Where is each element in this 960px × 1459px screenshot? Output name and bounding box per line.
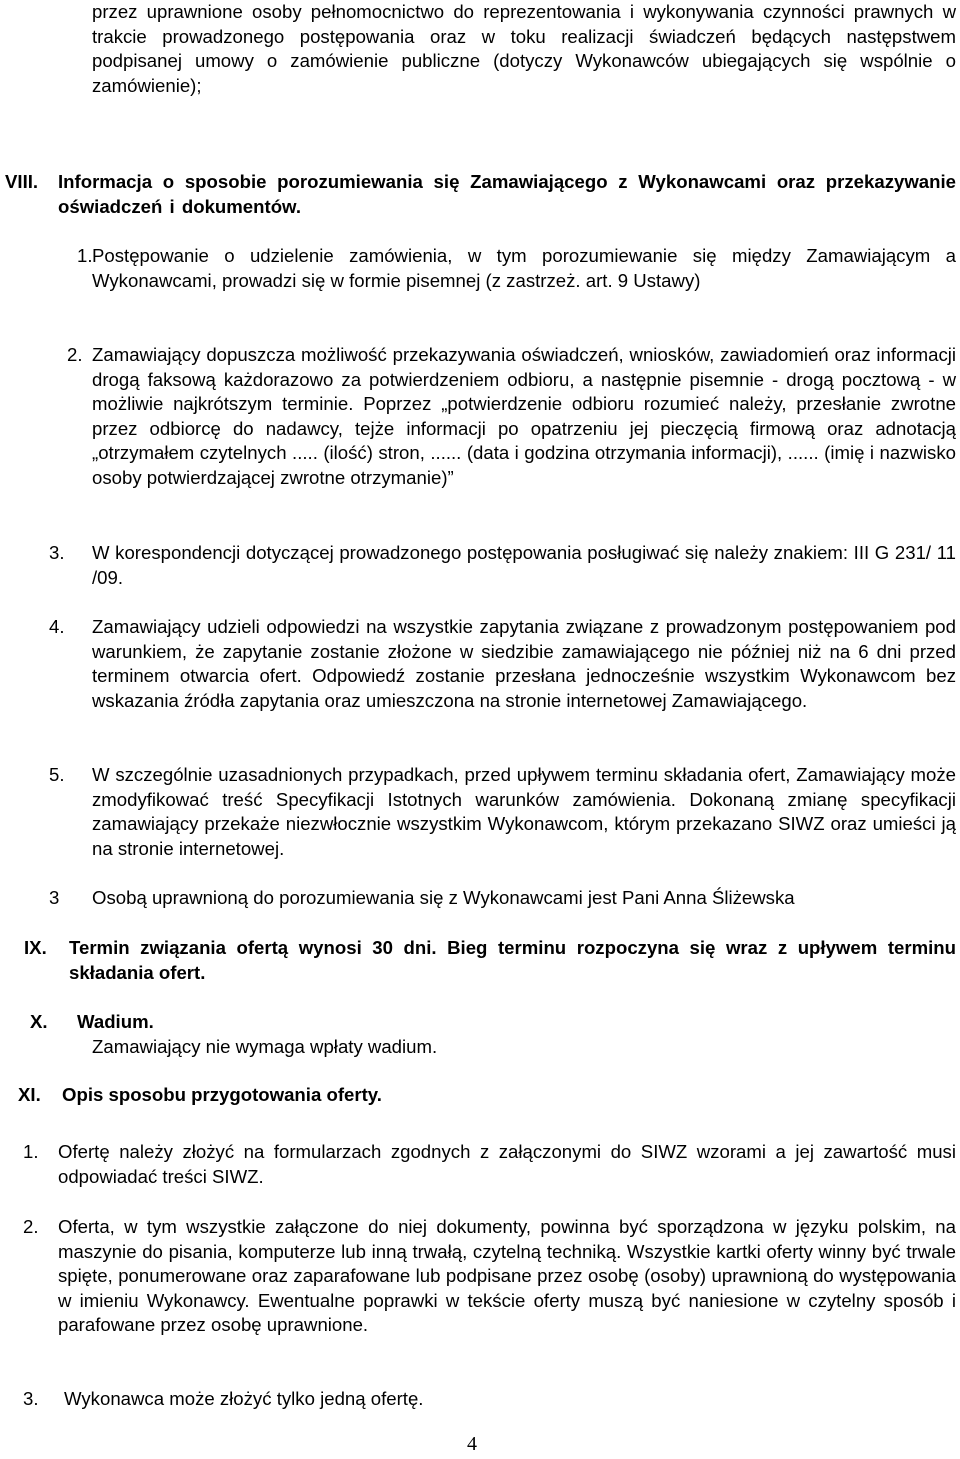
section-viii-item-6-number: 3 (49, 887, 60, 908)
section-viii-item-1-text: Postępowanie o udzielenie zamówienia, w tym porozumiewanie się między Zamawiającym a Wykonawcami, prowadzi się w formie pisemnej (z zastrzeż. art. 9 Ustawy) (92, 245, 956, 291)
section-viii-item-3-text: W korespondencji dotyczącej prowadzonego postępowania posługiwać się należy znakiem: III G 231/ 11 /09. (92, 542, 956, 588)
section-viii-title: Informacja o sposobie porozumiewania się Zamawiającego z Wykonawcami oraz przekazywanie oświadczeń i dokumentów. (58, 171, 956, 217)
section-x-numeral: X. (30, 1011, 48, 1032)
section-x-title: Wadium. (77, 1011, 154, 1032)
page-number: 4 (467, 1433, 477, 1455)
section-ix-numeral: IX. (24, 937, 47, 958)
section-xi-title: Opis sposobu przygotowania oferty. (62, 1084, 382, 1105)
section-viii-numeral: VIII. (5, 171, 39, 192)
intro-paragraph: przez uprawnione osoby pełnomocnictwo do reprezentowania i wykonywania czynności prawnych w trakcie prowadzonego postępowania oraz w toku realizacji świadczeń będących następstwem podpisanej umowy o zamówienie publiczne (dotyczy Wykonawców ubiegających się wspólnie o zamówienie); (92, 1, 956, 96)
section-viii-item-2-text: Zamawiający dopuszcza możliwość przekazywania oświadczeń, wniosków, zawiadomień oraz informacji drogą faksową każdorazowo za potwierdzeniem odbioru, a następnie pisemnie - drogą pocztową - w możliwie najkrótszym terminie. Poprzez „potwierdzenie odbioru rozumieć należy, przesłanie zwrotne przez odbiorcę do nadawcy, tejże informacji po opatrzeniu jej pieczęcią firmową oraz adnotacją „otrzymałem czytelnych ..... (ilość) stron, ...... (data i godzina otrzymania informacji), ...... (imię i nazwisko osoby potwierdzającej zwrotne otrzymanie)” (92, 344, 956, 488)
section-viii-item-1-number: 1. (77, 245, 93, 266)
section-viii-item-4-text: Zamawiający udzieli odpowiedzi na wszystkie zapytania związane z prowadzonym postępowaniem pod warunkiem, że zapytanie zostanie złożone w siedzibie zamawiającego nie później niż na 6 dni przed terminem otwarcia ofert. Odpowiedź zostanie przesłana jednocześnie wszystkim Wykonawcom bez wskazania źródła zapytania oraz umieszczona na stronie internetowej Zamawiającego. (92, 616, 956, 711)
section-viii-item-4-number: 4. (49, 616, 65, 637)
section-ix-title: Termin związania ofertą wynosi 30 dni. Bieg terminu rozpoczyna się wraz z upływem terminu składania ofert. (69, 937, 956, 983)
section-viii-item-5-number: 5. (49, 764, 65, 785)
section-xi-numeral: XI. (18, 1084, 41, 1105)
section-xi-item-1-text: Ofertę należy złożyć na formularzach zgodnych z załączonymi do SIWZ wzorami a jej zawartość musi odpowiadać treści SIWZ. (58, 1141, 956, 1187)
section-viii-item-2-number: 2. (67, 344, 83, 365)
section-x-text: Zamawiający nie wymaga wpłaty wadium. (92, 1036, 438, 1057)
section-viii-item-5-text: W szczególnie uzasadnionych przypadkach, przed upływem terminu składania ofert, Zamawiający może zmodyfikować treść Specyfikacji Istotnych warunków zamówienia. Dokonaną zmianę specyfikacji zamawiający przekaże niezwłocznie wszystkim Wykonawcom, którym przekazano SIWZ oraz umieści ją na stronie internetowej. (92, 764, 956, 859)
section-viii-item-3-number: 3. (49, 542, 65, 563)
section-xi-item-2-text: Oferta, w tym wszystkie załączone do niej dokumenty, powinna być sporządzona w języku polskim, na maszynie do pisania, komputerze lub inną trwałą, czytelną techniką. Wszystkie kartki oferty winny być trwale spięte, ponumerowane oraz zaparafowane lub podpisane przez osobę (osoby) uprawnioną do występowania w imieniu Wykonawcy. Ewentualne poprawki w tekście oferty muszą być naniesione w czytelny sposób i parafowane przez osobę uprawnione. (58, 1216, 956, 1335)
section-viii-item-6-text: Osobą uprawnioną do porozumiewania się z Wykonawcami jest Pani Anna Śliżewska (92, 887, 795, 908)
section-xi-item-2-number: 2. (23, 1216, 39, 1237)
section-xi-item-1-number: 1. (23, 1141, 39, 1162)
section-xi-item-3-number: 3. (23, 1388, 39, 1409)
section-xi-item-3-text: Wykonawca może złożyć tylko jedną ofertę. (64, 1388, 424, 1409)
